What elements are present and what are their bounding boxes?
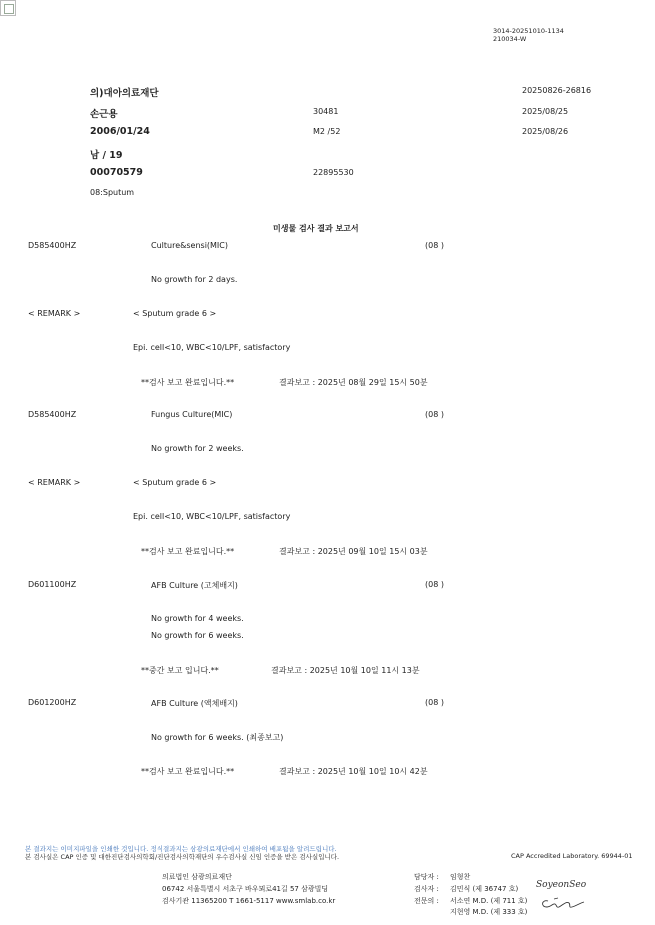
report-status: **중간 보고 입니다.** (141, 666, 219, 675)
doc-id-line2: 210034-W (493, 35, 527, 43)
code-number: 30481 (313, 107, 339, 116)
receipt-number: 22895530 (313, 168, 354, 177)
manager-name: 임형찬 (450, 873, 471, 881)
signature-hyunyoung (538, 895, 586, 913)
remark-detail: Epi. cell<10, WBC<10/LPF, satisfactory (133, 343, 291, 352)
report-title: 미생물 검사 결과 보고서 (273, 224, 359, 233)
print-notice: 본 결과지는 이미지파일을 인쇄한 것입니다. 정식결과지는 삼광의료재단에서 인쇄하여 배포됨을 알려드립니다. (25, 845, 337, 853)
manager-label: 담당자 : (414, 873, 439, 881)
report-number: 20250826-26816 (522, 86, 592, 95)
signature-soyeon: SoyeonSeo (536, 880, 587, 890)
date-collected: 2025/08/25 (522, 107, 569, 116)
test-code: D585400HZ (28, 241, 77, 250)
test-result: No growth for 4 weeks. (151, 614, 244, 623)
test-result: No growth for 2 days. (151, 275, 238, 284)
remark-label: < REMARK > (28, 309, 81, 318)
specimen-type: 08:Sputum (90, 188, 135, 197)
report-time: 결과보고 : 2025년 10월 10일 11시 13분 (271, 666, 420, 675)
tester-name: 김민식 (제 36747 호) (450, 885, 519, 893)
remark-label: < REMARK > (28, 478, 81, 487)
sputum-grade: < Sputum grade 6 > (133, 478, 217, 487)
test-name: AFB Culture (고체배지) (151, 581, 238, 590)
specimen-code: (08 ) (425, 241, 444, 250)
specialist-2: 지현영 M.D. (제 333 호) (450, 908, 528, 916)
test-result: No growth for 6 weeks. (151, 631, 244, 640)
patient-sex-age: 남 / 19 (90, 150, 123, 161)
cap-accreditation: CAP Accredited Laboratory. 69944-01 (511, 852, 633, 860)
remark-detail: Epi. cell<10, WBC<10/LPF, satisfactory (133, 512, 291, 521)
accreditation-notice: 본 검사실은 CAP 인증 및 대한진단검사의학회/진단검사의학재단의 우수검사실 신임 인증을 받은 검사실입니다. (25, 853, 340, 861)
specimen-code: (08 ) (425, 698, 444, 707)
report-time: 결과보고 : 2025년 08월 29일 15시 50분 (279, 378, 428, 387)
test-code: D585400HZ (28, 410, 77, 419)
test-name: Fungus Culture(MIC) (151, 410, 233, 419)
test-result: No growth for 2 weeks. (151, 444, 244, 453)
org-address: 06742 서울특별시 서초구 바우뫼로41길 57 삼광빌딩 (162, 885, 329, 893)
doc-id-line1: 3014-20251010-1134 (493, 27, 564, 35)
tester-label: 검사자 : (414, 885, 439, 893)
test-code: D601100HZ (28, 580, 77, 589)
report-status: **검사 보고 완료입니다.** (141, 547, 235, 556)
sputum-grade: < Sputum grade 6 > (133, 309, 217, 318)
specialist-label: 전문의 : (414, 897, 439, 905)
ward-bed: M2 /52 (313, 127, 341, 136)
test-name: AFB Culture (액체배지) (151, 699, 238, 708)
test-name: Culture&sensi(MIC) (151, 241, 228, 250)
test-result: No growth for 6 weeks. (최종보고) (151, 733, 284, 742)
patient-name: 손근용 (90, 109, 118, 120)
report-time: 결과보고 : 2025년 09월 10일 15시 03분 (279, 547, 428, 556)
specimen-code: (08 ) (425, 410, 444, 419)
org-contact: 검사기관 11365200 T 1661-5117 www.smlab.co.kr (162, 897, 336, 905)
date-received: 2025/08/26 (522, 127, 569, 136)
report-time: 결과보고 : 2025년 10월 10일 10시 42분 (279, 767, 428, 776)
institution-name: 의)대아의료재단 (90, 88, 159, 99)
org-name: 의료법인 삼광의료재단 (162, 873, 232, 881)
test-code: D601200HZ (28, 698, 77, 707)
patient-dob: 2006/01/24 (90, 126, 150, 137)
specialist-1: 서소연 M.D. (제 711 호) (450, 897, 528, 905)
report-status: **검사 보고 완료입니다.** (141, 767, 235, 776)
broken-image-icon (0, 0, 16, 16)
chart-number: 00070579 (90, 167, 143, 178)
specimen-code: (08 ) (425, 580, 444, 589)
report-status: **검사 보고 완료입니다.** (141, 378, 235, 387)
